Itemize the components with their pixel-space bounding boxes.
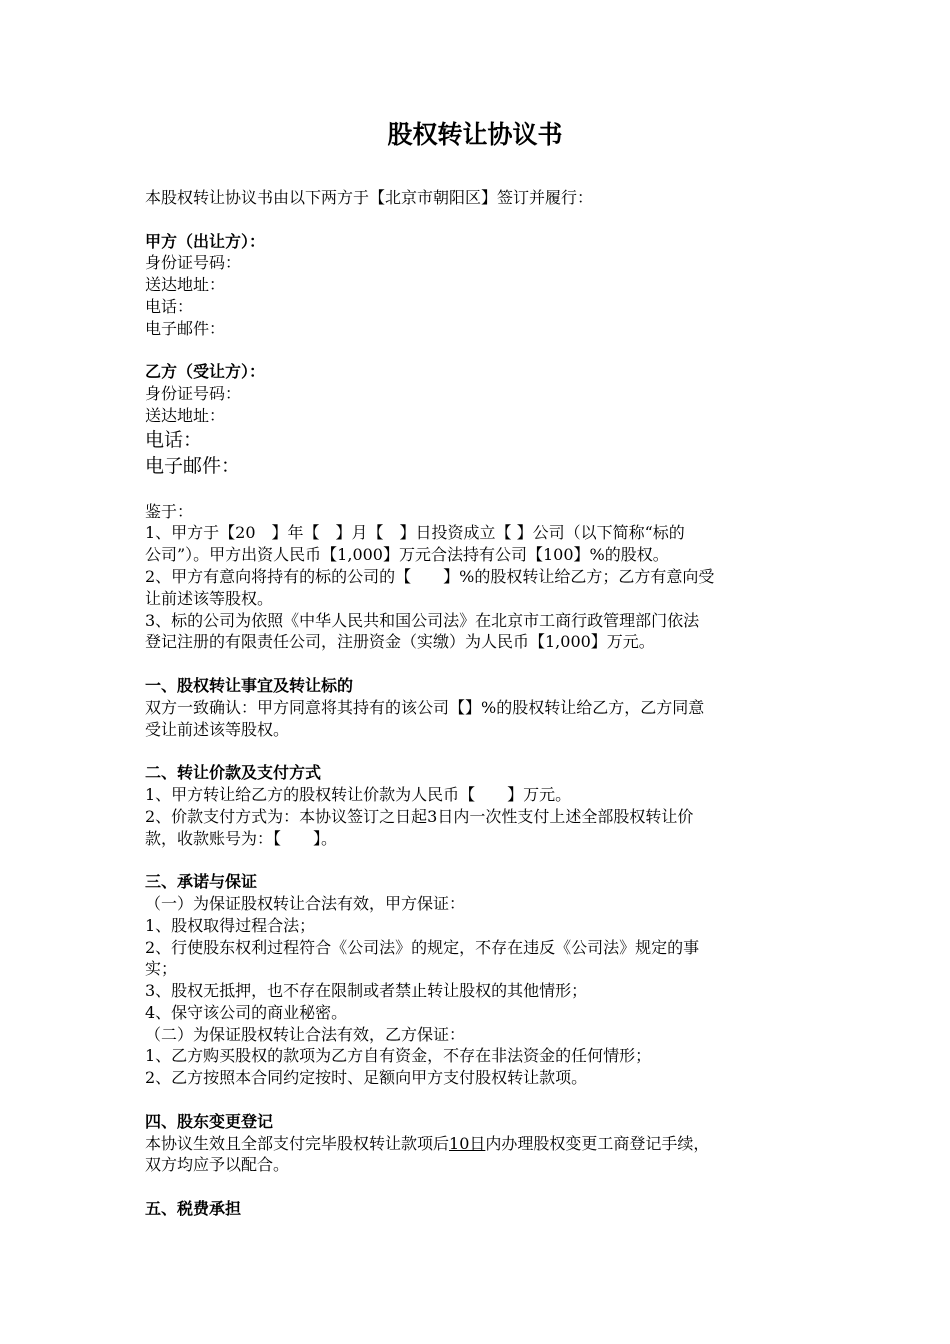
section-3-line: 3、股权无抵押，也不存在限制或者禁止转让股权的其他情形；: [145, 981, 588, 1001]
whereas-heading: 鉴于：: [145, 501, 194, 521]
section-2-line: 2、价款支付方式为：本协议签订之日起3日内一次性支付上述全部股权转让价: [145, 806, 694, 826]
party-a-phone-label: 电话：: [145, 296, 194, 316]
whereas-line: 3、标的公司为依照《中华人民共和国公司法》在北京市工商行政管理部门依法: [145, 610, 700, 630]
section-4-heading: 四、股东变更登记: [145, 1111, 274, 1131]
section-2-heading: 二、转让价款及支付方式: [145, 763, 322, 783]
section-3-line: 1、股权取得过程合法；: [145, 915, 316, 935]
section-4-line: 双方均应予以配合。: [145, 1155, 290, 1175]
party-b-address-label: 送达地址：: [145, 405, 226, 425]
section-1-line: 双方一致确认：甲方同意将其持有的该公司【】%的股权转让给乙方，乙方同意: [145, 697, 705, 717]
intro-paragraph: 本股权转让协议书由以下两方于【北京市朝阳区】签订并履行：: [145, 188, 594, 207]
registration-days: 10日: [449, 1133, 486, 1153]
document-body: [145, 187, 815, 1220]
section-2-line: 款，收款账号为：【 】。: [145, 828, 338, 848]
section-3-heading: 三、承诺与保证: [145, 872, 258, 892]
section-3-line: （一）为保证股权转让合法有效，甲方保证：: [145, 893, 466, 913]
party-b-phone-label: 电话：: [145, 428, 203, 451]
section-1-heading: 一、股权转让事宜及转让标的: [145, 675, 354, 695]
section-3-line: 1、乙方购买股权的款项为乙方自有资金，不存在非法资金的任何情形；: [145, 1046, 652, 1066]
section-4-text-post: 内办理股权变更工商登记手续，: [485, 1133, 710, 1153]
party-a-email-label: 电子邮件：: [145, 318, 226, 338]
whereas-line: 2、甲方有意向将持有的标的公司的【 】%的股权转让给乙方；乙方有意向受: [145, 566, 715, 586]
section-3-line: 2、乙方按照本合同约定按时、足额向甲方支付股权转让款项。: [145, 1068, 588, 1088]
party-a-heading: 甲方（出让方）：: [145, 231, 266, 251]
section-4-line: [145, 1133, 815, 1155]
section-3-line: 4、保守该公司的商业秘密。: [145, 1002, 348, 1022]
party-a-address-label: 送达地址：: [145, 275, 226, 295]
section-3-line: 2、行使股东权利过程符合《公司法》的规定，不存在违反《公司法》规定的事: [145, 937, 700, 957]
section-1-line: 受让前述该等股权。: [145, 719, 290, 739]
party-a-id-label: 身份证号码：: [145, 253, 242, 273]
section-3-line: （二）为保证股权转让合法有效，乙方保证：: [145, 1024, 466, 1044]
section-2-line: 1、甲方转让给乙方的股权转让价款为人民币【 】万元。: [145, 784, 572, 804]
whereas-line: 1、甲方于【20 】年【 】月【 】日投资成立【 】公司（以下简称“标的: [145, 523, 685, 543]
section-4-text-pre: 本协议生效且全部支付完毕股权转让款项后: [145, 1133, 450, 1153]
party-b-heading: 乙方（受让方）：: [145, 362, 266, 382]
section-3-line: 实；: [145, 959, 178, 979]
party-b-id-label: 身份证号码：: [145, 384, 242, 404]
whereas-line: 公司”）。甲方出资人民币【1,000】万元合法持有公司【100】%的股权。: [145, 545, 669, 565]
party-b-email-label: 电子邮件：: [145, 454, 241, 477]
whereas-line: 登记注册的有限责任公司，注册资金（实缴）为人民币【1,000】万元。: [145, 632, 655, 652]
whereas-line: 让前述该等股权。: [145, 588, 274, 608]
section-5-heading: 五、税费承担: [145, 1199, 242, 1219]
document-title: 股权转让协议书: [387, 120, 563, 149]
